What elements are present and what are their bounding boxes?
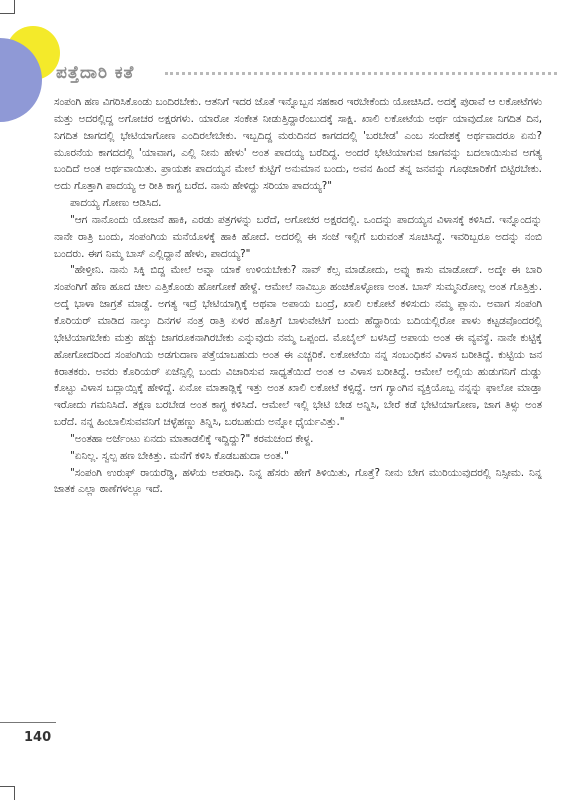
paragraph: "ಆಗ ನಾನೊಂದು ಯೋಜನೆ ಹಾಕಿ, ಎರಡು ಪತ್ರಗಳನ್ನು ಬರೆದೆ, ಅಗೋಚರ ಅಕ್ಷರದಲ್ಲಿ. ಒಂದನ್ನು ಪಾದಯ್ಯನ ವಿಳಾಸಕ್ಕೆ ಕಳಿಸಿದೆ. ಇನ್ನೊಂದನ್ನು ನಾನೇ ರಾತ್ರಿ ಬಂದು, ಸಂಪಂಗಿಯ ಮನೆಯೊಳಕ್ಕೆ ಹಾಕಿ ಹೋದೆ. ಅದರಲ್ಲಿ ಈ ಸಂಜೆ ಇಲ್ಲಿಗೆ ಬರುವಂತೆ ಸೂಚಿಸಿದ್ದೆ. ಇವರಿಬ್ಬರೂ ಅದನ್ನು ನಂಬಿ ಬಂದರು. ಈಗ ನಿಮ್ಮ ಬಾಸ್ ಎಲ್ಲಿದ್ದಾನೆ ಹೇಳು, ಪಾದಯ್ಯ?" [54,213,542,260]
paragraph: "ಅಂತಹಾ ಅರ್ಜೆಂಟು ಏನದು ಮಾತಾಡಲಿಕ್ಕೆ ಇದ್ದಿದ್ದು?" ಕರಮಚಂದ ಕೇಳ್ದ. [70,432,314,445]
paragraph: ಪಾದಯ್ಯ ಗೋಣು ಆಡಿಸಿದ. [70,197,162,210]
paragraph: "ಹೇಳ್ತೀನಿ. ನಾನು ಸಿಕ್ಕಿ ಬಿದ್ದ ಮೇಲೆ ಅವ್ನಾ ಯಾಕೆ ಉಳಿಯಬೇಕು? ನಾವ್ ಕೆಲ್ಸ ಮಾಡೋದು, ಅವ್ನು ಕಾಸು ಮಾಡೋದ್. ಅದ್ಕೇ ಈ ಬಾರಿ ಸಂಪಂಗಿಗೆ ಹೆಣ ಹೂದ ಚೀಲ ಎತ್ತಿಕೊಂಡು ಹೋಗೋಕೆ ಹೇಳ್ದೆ. ಆಮೇಲೆ ನಾವಿಬ್ರೂ ಹಂಚಿಕೊಳ್ಳೋಣ ಅಂತ. ಬಾಸ್ ಸುಮ್ಮನಿರೋಲ್ಲ ಅಂತ ಗೊತ್ತಿತ್ತು. ಅದ್ಕೆ ಭಾಳಾ ಜಾಗ್ರತೆ ಮಾಡ್ದೆ. ಅಗತ್ಯ ಇದ್ರೆ ಭೇಟಿಯಾಗ್ಲಿಕ್ಕೆ ಅಥವಾ ಅಪಾಯ ಬಂದ್ರೆ, ಖಾಲಿ ಲಕೋಟೆ ಕಳಿಸುದು ನಮ್ಮ ಪ್ಲಾನು. ಅವಾಗ ಸಂಪಂಗಿ ಕೊರಿಯರ್ ಮಾಡಿದ ನಾಲ್ಕು ದಿನಗಳ ನಂತ್ರ ರಾತ್ರಿ ಏಳರ ಹೊತ್ತಿಗೆ ಬಾಳುವೇಟಿಗೆ ಬಂದು ಹೆದ್ದಾರಿಯ ಬದಿಯಲ್ಲಿರೋ ಪಾಳು ಕಟ್ಟಡವೊಂದರಲ್ಲಿ ಭೇಟಿಯಾಗಬೇಕು ಮತ್ತು ಹಚ್ಚು ಜಾಗರೂಕನಾಗಿರಬೇಕು ಎನ್ನುವುದು ನಮ್ಮ ಒಪ್ಪಂದ. ಮೊಬೈಲ್ ಬಳಸಿದ್ರೆ ಅಪಾಯ ಅಂತ ಈ ವ್ಯವಸ್ಥೆ. ನಾನೇ ಕುಟ್ಟಿಕ್ಕೆ ಹೋಗೋದರಿಂದ ಸಂಪಂಗಿಯ ಅಡಗುದಾಣ ಪತ್ತೆಯಾಬಹುದು ಅಂತ ಈ ಎಚ್ಚರಿಕೆ. ಲಕೋಟೆಯಿ ನನ್ನ ಸಂಬಂಧಿಕನ ವಿಳಾಸ ಬರೀತಿದ್ದೆ. ಕುಟ್ಟಿಯ ಜನ ಕಿರಾತಕರು. ಅವರು ಕೊರಿಯರ್ ಏಜೆನ್ಸಿಲ್ಲಿ ಬಂದು ವಿಚಾರಿಸುವ ಸಾಧ್ಯತೆಯಿದೆ ಅಂತ ಆ ವಿಳಾಸ ಬರೀತಿದ್ದೆ. ಆಮೇಲೆ ಅಲ್ಲಿಯ ಹುಡುಗನಿಗೆ ದುಡ್ಡು ಕೊಟ್ಟು ವಿಳಾಸ ಬದ್ಲಾಯ್ಸಿಕ್ಕೆ ಹೇಳಿದ್ದೆ. ಏನೋ ಮಾತಾಡ್ಲಿಕ್ಕೆ ಇತ್ತು ಅಂತ ಖಾಲಿ ಲಕೋಟೆ ಕಳ್ಸಿದ್ದೆ. ಆಗ ಗ್ಯಾಂಗಿನ ವ್ಯಕ್ತಿಯೊಬ್ಬ ನನ್ನನ್ನು ಫಾಲೋ ಮಾಡ್ತಾ ಇರೋದು ಗಮನಿಸಿದೆ. ತಕ್ಷಣ ಬರಬೇಡ ಅಂತ ಕಾಗ್ದ ಕಳಿಸಿದೆ. ಆಮೇಲೆ ಇಲ್ಲಿ ಭೇಟಿ ಬೇಡ ಅನ್ನಿಸಿ, ಬೇರೆ ಕಡೆ ಭೇಟಿಯಾಗೋಣ, ಜಾಗ ತಿಳ್ಸು ಅಂತ ಬರೆದೆ. ನನ್ನ ಹಿಂಬಾಲಿಸುವವನಿಗೆ ಚಳ್ಳೆಹಣ್ಣು ತಿನ್ನಿಸಿ, ಬರಬಹುದು ಅನ್ನೋ ಧೈರ್ಯವಿತ್ತು." [54,264,542,429]
crop-mark-top-horizontal [0,13,14,14]
crop-mark-bottom-horizontal [0,786,14,787]
paragraph: "ಸಂಪಂಗಿ ಉರುಫ್ ರಾಯರೆಡ್ಡಿ, ಹಳೆಯ ಅಪರಾಧಿ. ನಿನ್ನ ಹೆಸರು ಹೇಗೆ ತಿಳಿಯಿತು, ಗೊತ್ತೆ? ನೀನು ಬೇಗ ಮುರಿಯುವುದರಲ್ಲಿ ನಿಸ್ಸೀಮ. ನಿನ್ನ ಜಾತಕ ಎಲ್ಲಾ ಠಾಣೆಗಳಲ್ಲೂ ಇದೆ. [54,466,542,496]
crop-mark-top-vertical [14,0,15,14]
story-body [54,94,542,498]
crop-mark-bottom-vertical [14,786,15,800]
paragraph: ಸಂಪಂಗಿ ಹಣ ವಿಗರಿಸಿಕೊಂಡು ಬಂದಿರಬೇಕು. ಆತನಿಗೆ ಇದರ ಜೊತೆ ಇನ್ನೊಬ್ಬನ ಸಹಕಾರ ಇರಬೇಕೆಂದು ಯೋಚಿಸಿದೆ. ಅದಕ್ಕೆ ಪುರಾವೆ ಆ ಲಕೋಟೆಗಳು ಮತ್ತು ಅದರಲ್ಲಿದ್ದ ಅಗೋಚರ ಅಕ್ಷರಗಳು. ಯಾರೋ ಸಂಕೇತ ನೀಡುತ್ತಿದ್ದಾರೆಂಬುದಕ್ಕೆ ಸಾಕ್ಷಿ. ಖಾಲಿ ಲಕೋಟೆಯ ಅರ್ಥ ಯಾವುದೋ ನಿಗದಿತ ದಿನ, ನಿಗದಿತ ಜಾಗದಲ್ಲಿ ಭೇಟಿಯಾಗೋಣ ಎಂದಿರಲೇಬೇಕು. ಇಬ್ಬದಿದ್ದ ಮರುದಿನದ ಕಾಗದದಲ್ಲಿ 'ಬರಬೇಡ' ಎಂಬ ಸಂದೇಶಕ್ಕೆ ಅರ್ಥವಾದರೂ ಏನು? ಮೂರನೆಯ ಕಾಗದದಲ್ಲಿ 'ಯಾವಾಗ, ಎಲ್ಲಿ ನೀನು ಹೇಳು' ಅಂತ ಪಾದಯ್ಯ ಬರೆದಿದ್ದ. ಅಂದರೆ ಭೇಟಿಯಾಗುವ ಜಾಗವನ್ನು ಬದಲಾಯಿಸುವ ಅಗತ್ಯ ಬಂದಿದೆ ಅಂತ ಅರ್ಥವಾಯಿತು. ಪ್ರಾಯಶಃ ಪಾದಯ್ಯನ ಮೇಲೆ ಕುಟ್ಟಿಗೆ ಅನುಮಾನ ಬಂದು, ಅವನ ಹಿಂದೆ ತನ್ನ ಜನವನ್ನು ಗೂಢಚಾರಿಕೆಗೆ ಬಿಟ್ಟಿರಬೇಕು. ಅದು ಗೊತ್ತಾಗಿ ಪಾದಯ್ಯ ಆ ರೀತಿ ಕಾಗ್ದ ಬರೆದ. ನಾನು ಹೇಳಿದ್ದು ಸರಿಯಾ ಪಾದಯ್ಯ?" [54,96,542,193]
section-title: ಪತ್ತೆದಾರಿ ಕತೆ [56,63,135,83]
page-number: 140 [24,730,52,745]
header-dotted-rule [165,72,557,75]
footer-rule [0,722,56,723]
paragraph: "ಏನಿಲ್ಲ. ಸ್ವಲ್ಪ ಹಣ ಬೇಕಿತ್ತು. ಮನೆಗೆ ಕಳಿಸಿ ಕೊಡಬಹುದಾ ಅಂತ." [70,449,289,462]
